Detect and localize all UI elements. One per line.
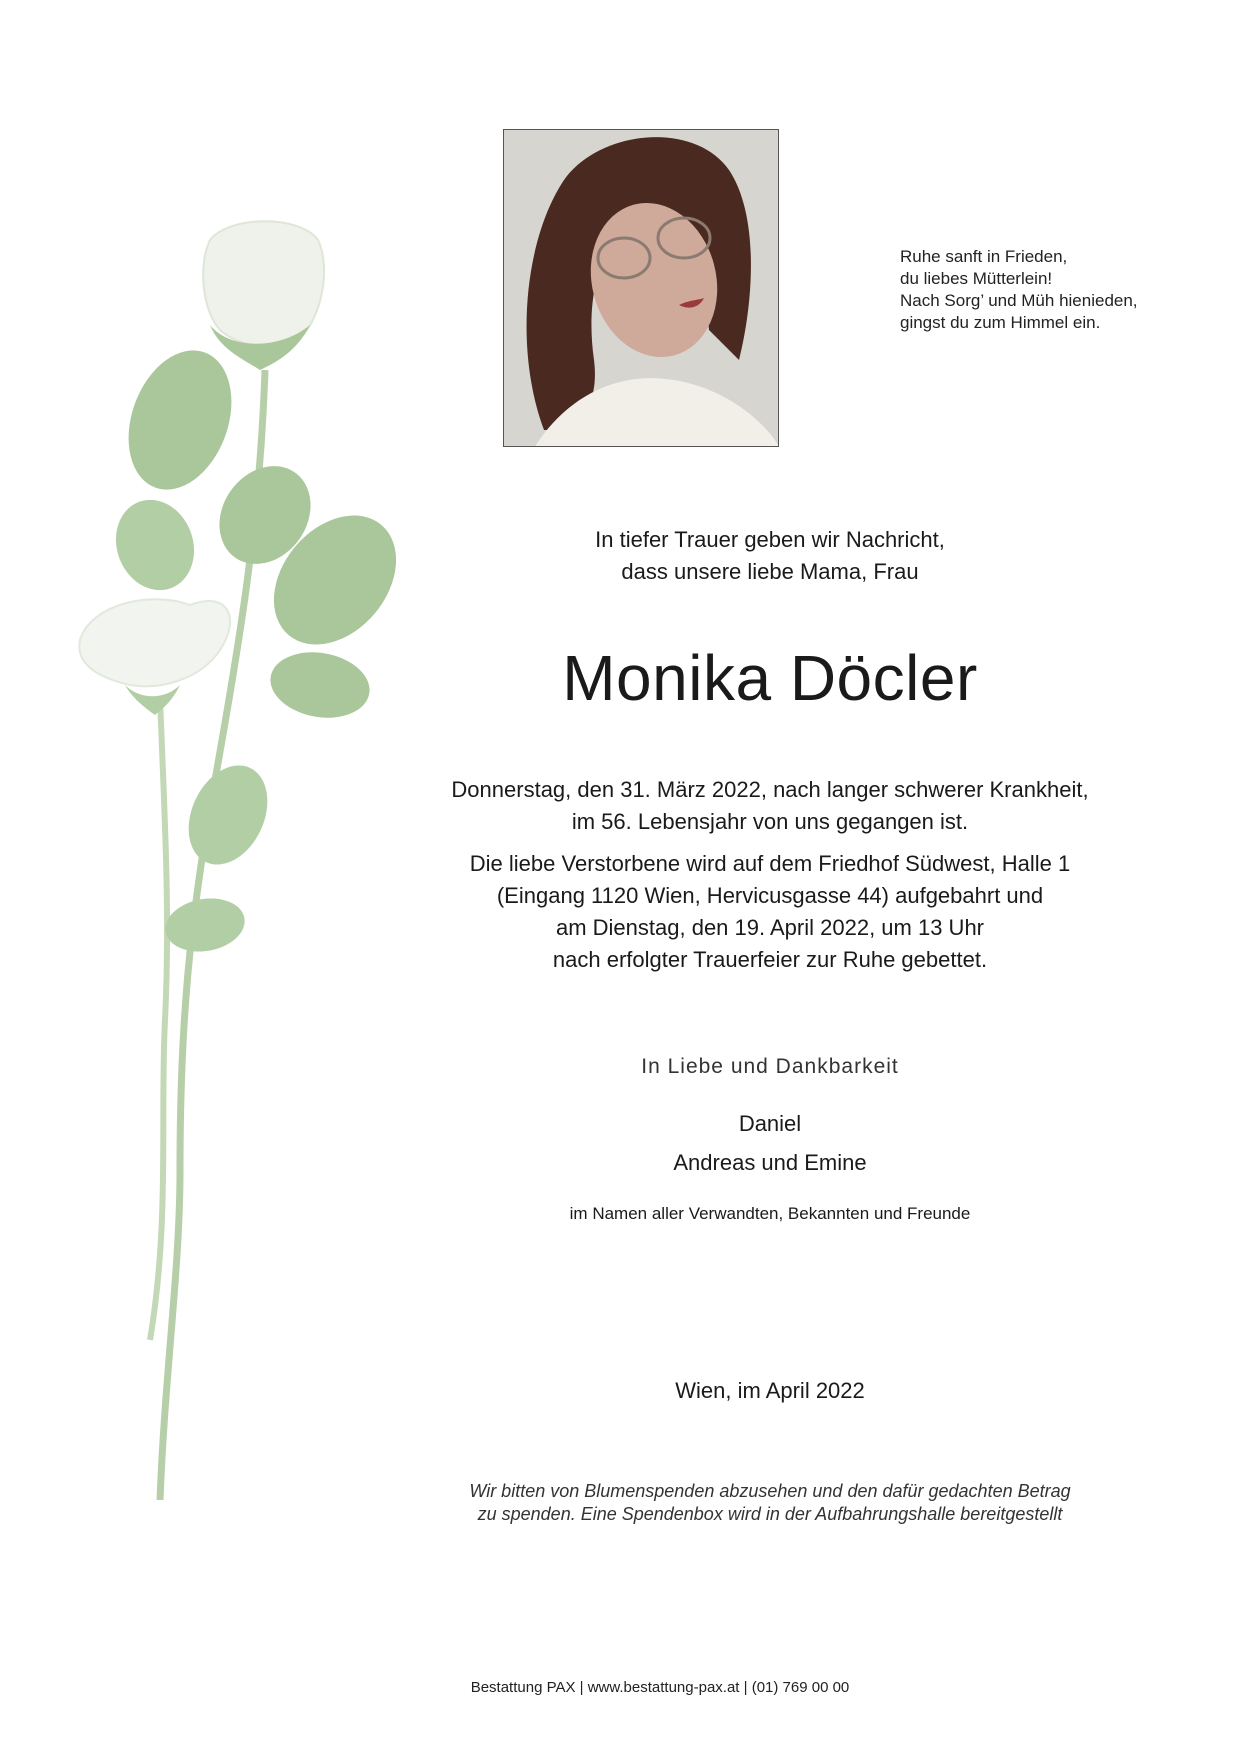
announcement-intro	[430, 524, 1110, 588]
donation-note	[430, 1480, 1110, 1526]
mourners-heading: In Liebe und Dankbarkeit	[641, 1055, 899, 1078]
verse-line: Ruhe sanft in Frieden,	[900, 247, 1068, 266]
verse-line: Nach Sorg’ und Müh hienieden,	[900, 291, 1138, 310]
verse-line: gingst du zum Himmel ein.	[900, 313, 1101, 332]
intro-line: In tiefer Trauer geben wir Nachricht,	[595, 527, 945, 552]
portrait-photo	[503, 129, 779, 447]
mourners-relatives: im Namen aller Verwandten, Bekannten und Freunde	[569, 1204, 971, 1223]
white-rose-illustration	[70, 220, 430, 1520]
memorial-verse	[900, 246, 1200, 334]
rose-leaf	[104, 489, 207, 601]
deceased-name: Monika Döcler	[562, 642, 978, 714]
donation-line: Wir bitten von Blumenspenden abzusehen und den dafür gedachten Betrag	[469, 1481, 1071, 1501]
rose-leaf	[173, 753, 282, 878]
rose-leaf	[110, 336, 249, 504]
details-line: (Eingang 1120 Wien, Hervicusgasse 44) aufgebahrt und	[496, 883, 1044, 908]
rose-leaf	[161, 892, 249, 957]
portrait-image	[504, 130, 779, 447]
details-line: nach erfolgter Trauerfeier zur Ruhe gebettet.	[552, 947, 988, 972]
intro-line: dass unsere liebe Mama, Frau	[621, 559, 919, 584]
details-line: im 56. Lebensjahr von uns gegangen ist.	[571, 809, 969, 834]
verse-line: du liebes Mütterlein!	[900, 269, 1053, 288]
mourner-name: Andreas und Emine	[673, 1150, 867, 1175]
death-and-funeral-details	[430, 764, 1110, 986]
rose-bloom	[79, 599, 230, 686]
details-line: Donnerstag, den 31. März 2022, nach langer schwerer Krankheit,	[451, 777, 1089, 802]
rose-bud	[203, 221, 324, 345]
funeral-home-footer: Bestattung PAX | www.bestattung-pax.at | (01) 769 00 00	[470, 1679, 850, 1696]
details-line: Die liebe Verstorbene wird auf dem Friedhof Südwest, Halle 1	[469, 851, 1071, 876]
details-line: am Dienstag, den 19. April 2022, um 13 Uhr	[555, 915, 985, 940]
mourner-name: Daniel	[738, 1111, 802, 1136]
rose-leaf	[265, 645, 375, 725]
rose-sepal	[125, 685, 180, 715]
place-and-date: Wien, im April 2022	[675, 1378, 865, 1403]
donation-line: zu spenden. Eine Spendenbox wird in der Aufbahrungshalle bereitgestellt	[477, 1504, 1063, 1524]
rose-stem	[150, 700, 167, 1340]
